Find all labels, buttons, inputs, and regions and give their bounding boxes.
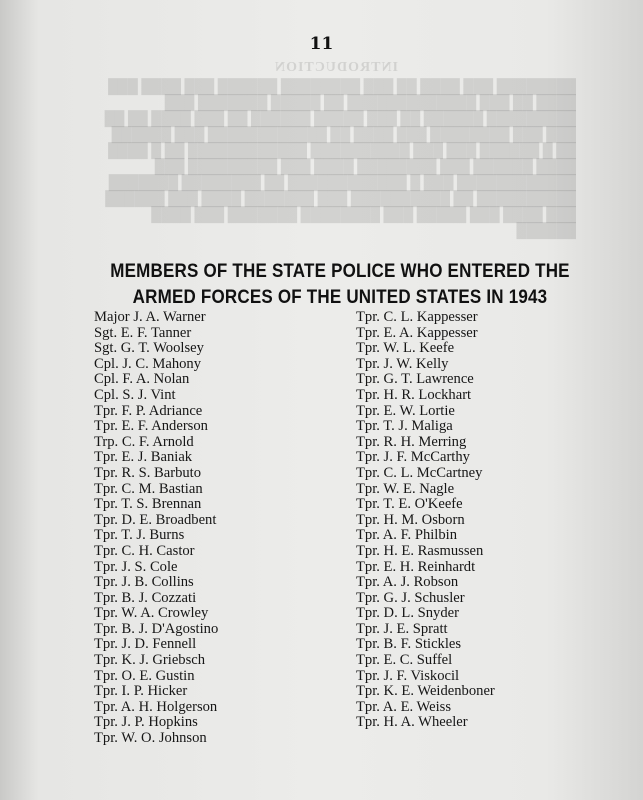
member-name: Sgt. G. T. Woolsey [94,340,204,357]
show-through-text: INTRODUCTION ████████ ███ ████ ██ ███ ████████ ██████ ███ ████ ███ ████ ██ ███ █████████████ ██ █████ ███████ ███ █████████ ██████ ██ ███ █████ ██████ ██ ███ ████ ██ ██ ███ ███ ████████ ███ ████ ██ ████████████ ███ ██████ ██ █ ██████ ███ ███ ██████████ ████████████ ██ █ ████ ████ ██████ ███ ████████ ████ ███ █████████ ███ ████████████ ███ █ ████████████ ██ ████████ ███████ ██████████ ██ ██████████ ███ ███████ ████ ███ ██████ ███ ████ ███ █████ ███ ████████ ███████ ███ ████ ██████ [104,60,576,239]
member-name: Cpl. J. C. Mahony [94,355,202,372]
members-column-right [356,310,495,731]
member-name: Tpr. C. H. Castor [94,542,195,559]
member-name: Tpr. J. B. Collins [94,574,194,591]
member-name: Tpr. R. S. Barbuto [94,464,202,481]
member-name: Tpr. W. L. Keefe [356,340,455,357]
member-name: Cpl. F. A. Nolan [94,371,190,388]
member-name: Tpr. F. P. Adriance [94,402,203,419]
member-name: Tpr. C. L. McCartney [356,464,483,481]
member-name: Tpr. H. E. Rasmussen [356,542,484,559]
section-heading [60,258,620,310]
member-name: Tpr. D. L. Snyder [356,605,459,622]
member-name: Tpr. I. P. Hicker [94,683,188,700]
member-name: Tpr. T. J. Burns [94,527,185,544]
member-name: Tpr. H. R. Lockhart [356,386,472,403]
member-name: Tpr. E. A. Kappesser [356,324,478,341]
member-name: Tpr. E. J. Baniak [94,449,193,466]
member-name: Tpr. G. J. Schusler [356,589,465,606]
member-name: Tpr. E. W. Lortie [356,402,455,419]
member-name: Tpr. B. J. Cozzati [94,589,197,606]
member-name: Tpr. R. H. Merring [356,433,467,450]
member-name: Tpr. E. F. Anderson [94,418,208,435]
member-name: Tpr. C. M. Bastian [94,480,203,497]
member-name: Tpr. A. E. Weiss [356,698,452,715]
member-name: Cpl. S. J. Vint [94,386,176,403]
member-name: Tpr. J. S. Cole [94,558,178,575]
member-name: Tpr. K. E. Weidenboner [356,683,495,700]
member-name: Tpr. W. A. Crowley [94,605,209,622]
member-name: Trp. C. F. Arnold [94,433,194,450]
member-name: Tpr. B. J. D'Agostino [94,620,219,637]
member-name: Tpr. T. S. Brennan [94,496,202,513]
member-name: Tpr. A. J. Robson [356,574,459,591]
member-name: Major J. A. Warner [94,309,206,325]
member-name: Tpr. C. L. Kappesser [356,309,478,325]
members-column-left [94,310,218,747]
member-name: Tpr. J. W. Kelly [356,355,449,372]
member-name: Tpr. E. H. Reinhardt [356,558,476,575]
heading-line-1: MEMBERS OF THE STATE POLICE WHO ENTERED THE [110,260,570,282]
member-name: Tpr. A. H. Holgerson [94,698,218,715]
member-name: Tpr. J. E. Spratt [356,620,448,637]
page-number: 11 [309,34,334,54]
member-name: Tpr. J. P. Hopkins [94,714,198,731]
member-name: Tpr. K. J. Griebsch [94,652,206,669]
member-name: Tpr. O. E. Gustin [94,667,195,684]
member-name: Tpr. J. F. Viskocil [356,667,460,684]
member-name: Tpr. B. F. Stickles [356,636,462,653]
heading-line-2: ARMED FORCES OF THE UNITED STATES IN 1943 [132,286,548,308]
member-name: Tpr. H. M. Osborn [356,511,465,528]
member-name: Tpr. D. E. Broadbent [94,511,217,528]
member-name: Tpr. W. O. Johnson [94,730,207,747]
member-name: Tpr. J. D. Fennell [94,636,197,653]
member-name: Sgt. E. F. Tanner [94,324,192,341]
member-name: Tpr. H. A. Wheeler [356,714,468,731]
member-name: Tpr. G. T. Lawrence [356,371,474,388]
member-name: Tpr. A. F. Philbin [356,527,458,544]
member-name: Tpr. T. E. O'Keefe [356,496,463,513]
member-name: Tpr. W. E. Nagle [356,480,455,497]
member-name: Tpr. E. C. Suffel [356,652,453,669]
member-name: Tpr. J. F. McCarthy [356,449,470,466]
member-name: Tpr. T. J. Maliga [356,418,453,435]
